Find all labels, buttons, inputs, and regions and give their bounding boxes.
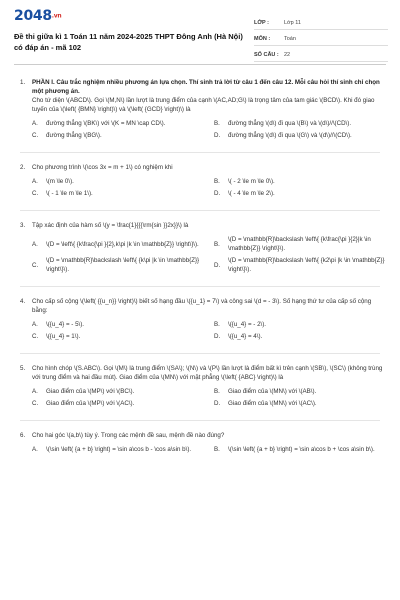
site-logo[interactable] <box>14 8 61 24</box>
option-label: A. <box>32 240 38 248</box>
option-text: \( - 4 \le m \le 2\). <box>228 190 275 197</box>
question-number: 3. <box>20 222 26 229</box>
question-number: 2. <box>20 164 26 171</box>
option-text: đường thẳng \(d\) đi qua \(B\) và \(d\)//\(CD\). <box>228 120 352 127</box>
question-number: 1. <box>20 79 26 86</box>
answer-options <box>32 119 386 140</box>
question-item <box>14 221 386 274</box>
option-text: Giao điểm của \(MN\) với \(AC\). <box>228 400 317 407</box>
option-text: đường thẳng \(BG\). <box>46 132 102 139</box>
option-label: A. <box>32 446 38 453</box>
question-text: Cho hai góc \(a,b\) tùy ý. Trong các mệnh đề sau, mệnh đề nào đúng? <box>32 432 225 439</box>
question-divider <box>20 210 380 211</box>
meta-key: SỐ CÂU : <box>254 51 279 58</box>
option-text: đường thẳng \(BK\) với \(K = MN \cap CD\). <box>46 120 166 127</box>
answer-option[interactable] <box>32 399 204 408</box>
question-text: Cho cấp số cộng \(\left( {{u_n}} \right)\) biết số hạng đầu \({u_1} = 7\) và công sai \(d = - 3\). Số hạng thứ tư của cấp số cộng bằng: <box>32 298 372 314</box>
option-label: B. <box>214 120 220 127</box>
option-label: D. <box>214 132 221 139</box>
option-label: C. <box>32 333 39 340</box>
header-divider <box>14 64 386 65</box>
answer-options <box>32 235 386 274</box>
option-label: D. <box>214 400 221 407</box>
document-header <box>0 0 400 68</box>
question-item <box>14 78 386 140</box>
option-text: đường thẳng \(d\) đi qua \(G\) và \(d\)//\(CD\). <box>228 132 352 139</box>
answer-option[interactable] <box>214 131 386 140</box>
option-text: \( - 2 \le m \le 0\). <box>228 178 275 185</box>
option-label: D. <box>214 190 221 197</box>
meta-row <box>254 16 388 30</box>
question-item <box>14 163 386 198</box>
option-text: \( - 1 \le m \le 1\). <box>46 190 93 197</box>
question-text: Cho hình chóp \(S.ABC\). Gọi \(M\) là trung điểm \(SA\); \(N\) và \(P\) lần lượt là điểm bất kì trên cạnh \(SB\), \(SC\) (không trùng với trung điểm và hai đầu mút). Giao điểm của \(MN\) với mặt phẳng \(\left( {ABC} \right)\) là <box>32 365 383 381</box>
meta-value: 22 <box>284 51 291 58</box>
answer-option[interactable] <box>32 256 204 274</box>
option-text: \({u_4} = - 5\). <box>46 321 85 328</box>
meta-value: Toán <box>284 35 296 42</box>
answer-option[interactable] <box>214 177 386 186</box>
question-divider <box>20 420 380 421</box>
answer-option[interactable] <box>32 177 204 186</box>
option-text: \(m \le 0\). <box>46 178 74 185</box>
option-label: D. <box>214 333 221 340</box>
answer-option[interactable] <box>214 256 386 274</box>
answer-options <box>32 387 386 408</box>
meta-row <box>254 32 388 46</box>
answer-option[interactable] <box>32 131 204 140</box>
option-label: A. <box>32 120 38 127</box>
document-title: Đề thi giữa kì 1 Toán 11 năm 2024-2025 THPT Đông Anh (Hà Nội) có đáp án - mã 102 <box>14 32 243 52</box>
answer-options <box>32 177 386 198</box>
option-text: \(\sin \left( {a + b} \right) = \sin a\cos b - \cos a\sin b\). <box>46 446 192 453</box>
option-text: \(\sin \left( {a + b} \right) = \sin a\cos b + \cos a\sin b\). <box>228 446 375 453</box>
option-label: A. <box>32 178 38 185</box>
question-number: 4. <box>20 298 26 305</box>
meta-key: LỚP : <box>254 19 269 26</box>
answer-option[interactable] <box>214 235 386 253</box>
option-text: \(D = \mathbb{R}\backslash \left\{ {k2\pi |k \in \mathbb{Z}} \right\}\). <box>228 257 385 273</box>
option-label: D. <box>214 261 221 269</box>
option-label: B. <box>214 240 220 248</box>
answer-option[interactable] <box>214 119 386 128</box>
option-text: \(D = \mathbb{R}\backslash \left\{ {k\pi |k \in \mathbb{Z}} \right\}\). <box>46 257 200 273</box>
meta-value: Lớp 11 <box>284 19 301 26</box>
question-text: Cho phương trình \(\cos 3x = m + 1\) có nghiệm khi <box>32 164 173 171</box>
option-label: B. <box>214 446 220 453</box>
meta-key: MÔN : <box>254 35 271 42</box>
logo-main: 2048 <box>14 8 52 24</box>
meta-table <box>254 16 388 64</box>
answer-option[interactable] <box>214 399 386 408</box>
answer-option[interactable] <box>32 387 204 396</box>
answer-options <box>32 320 386 341</box>
option-label: C. <box>32 261 39 269</box>
question-number: 5. <box>20 365 26 372</box>
option-text: Giao điểm của \(MN\) với \(AB\). <box>228 388 317 395</box>
option-label: A. <box>32 388 38 395</box>
answer-option[interactable] <box>214 320 386 329</box>
answer-option[interactable] <box>214 445 386 454</box>
question-item <box>14 364 386 408</box>
answer-option[interactable] <box>32 119 204 128</box>
option-label: B. <box>214 321 220 328</box>
meta-row <box>254 48 388 62</box>
answer-options <box>32 445 386 454</box>
logo-suffix: .vn <box>51 12 62 20</box>
option-label: C. <box>32 400 39 407</box>
answer-option[interactable] <box>214 332 386 341</box>
question-item <box>14 297 386 341</box>
question-list <box>14 78 386 466</box>
question-text: Tập xác định của hàm số \(y = \frac{1}{{{\rm{sin }}2x}}\) là <box>32 222 189 229</box>
question-divider <box>20 152 380 153</box>
option-label: B. <box>214 178 220 185</box>
option-text: \({u_4} = - 2\). <box>228 321 267 328</box>
option-label: A. <box>32 321 38 328</box>
question-text: Cho tứ diện \(ABCD\). Gọi \(M,N\) lần lượt là trung điểm của cạnh \(AC,AD;G\) là trọng tâm của tam giác \(BCD\). Khi đó giao tuyến của \(\left( {BMN} \right)\) và \(\left( {GCD} \right)\) là <box>32 97 375 113</box>
option-label: C. <box>32 190 39 197</box>
answer-option[interactable] <box>32 189 204 198</box>
option-text: \(D = \left\{ {k\frac{\pi }{2},k\pi |k \in \mathbb{Z}} \right\}\). <box>46 240 199 248</box>
option-text: \({u_4} = 1\). <box>46 333 81 340</box>
answer-option[interactable] <box>32 320 204 329</box>
question-divider <box>20 286 380 287</box>
answer-option[interactable] <box>214 189 386 198</box>
option-text: Giao điểm của \(MP\) với \(AC\). <box>46 400 135 407</box>
section-instruction: PHẦN I. Câu trắc nghiệm nhiều phương án lựa chọn. Thí sinh trả lời từ câu 1 đến câu 12. Mỗi câu hỏi thí sinh chỉ chọn một phương án. <box>32 79 380 95</box>
option-text: \({u_4} = 4\). <box>228 333 263 340</box>
answer-option[interactable] <box>32 445 204 454</box>
question-divider <box>20 353 380 354</box>
option-label: B. <box>214 388 220 395</box>
option-text: Giao điểm của \(MP\) với \(BC\). <box>46 388 135 395</box>
question-item <box>14 431 386 454</box>
answer-option[interactable] <box>32 235 204 253</box>
option-text: \(D = \mathbb{R}\backslash \left\{ {k\frac{\pi }{2}|k \in \mathbb{Z}} \right\}\). <box>228 236 371 252</box>
question-number: 6. <box>20 432 26 439</box>
answer-option[interactable] <box>32 332 204 341</box>
answer-option[interactable] <box>214 387 386 396</box>
option-label: C. <box>32 132 39 139</box>
